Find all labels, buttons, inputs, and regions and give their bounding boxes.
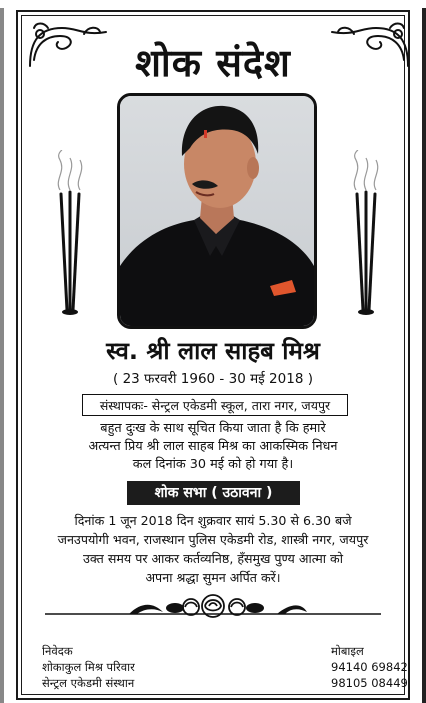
meeting-banner: शोक सभा ( उठावना ): [127, 481, 300, 505]
meeting-line: दिनांक 1 जून 2018 दिन शुक्रवार सायं 5.30 से 6.30 बजे: [74, 513, 352, 528]
meeting-line: अपना श्रद्धा सुमन अर्पित करें।: [145, 570, 281, 585]
phone-number: 98105 08449: [331, 676, 408, 690]
signoff-label: निवेदक: [42, 644, 73, 658]
meeting-line: जनउपयोगी भवन, राजस्थान पुलिस एकेडमी रोड, शास्त्री नगर, जयपुर: [57, 532, 369, 547]
message-line: कल दिनांक 30 मई को हो गया है।: [132, 457, 294, 472]
incense-sticks-icon: [50, 150, 90, 320]
founder-line: संस्थापकः- सेन्ट्रल एकेडमी स्कूल, तारा नगर, जयपुर: [82, 394, 348, 416]
incense-sticks-icon: [346, 150, 386, 320]
life-dates: ( 23 फरवरी 1960 - 30 मई 2018 ): [113, 371, 313, 387]
meeting-details: [32, 511, 394, 587]
signoff-family: शोकाकुल मिश्र परिवार: [42, 660, 135, 674]
contact-label: मोबाइल: [331, 644, 364, 658]
message-line: बहुत दुःख के साथ सूचित किया जाता है कि हमारे: [100, 421, 326, 436]
message-line: अत्यन्त प्रिय श्री लाल साहब मिश्र का आकस्मिक निधन: [88, 439, 338, 454]
phone-number: 94140 69842: [331, 660, 408, 674]
deceased-name: स्व. श्री लाल साहब मिश्र: [106, 337, 320, 365]
condolence-message: [40, 420, 386, 474]
page-title: शोक संदेश: [135, 41, 291, 85]
portrait-image: [120, 96, 314, 326]
meeting-line: उक्त समय पर आकर कर्तव्यनिष्ठ, हँसमुख पुण्य आत्मा को: [83, 551, 343, 566]
contact-block: [331, 643, 408, 691]
signoff-block: [42, 643, 135, 691]
portrait-photo: [117, 93, 317, 329]
rose-divider-icon: [45, 592, 381, 622]
signoff-institution: सेन्ट्रल एकेडमी संस्थान: [42, 676, 135, 690]
